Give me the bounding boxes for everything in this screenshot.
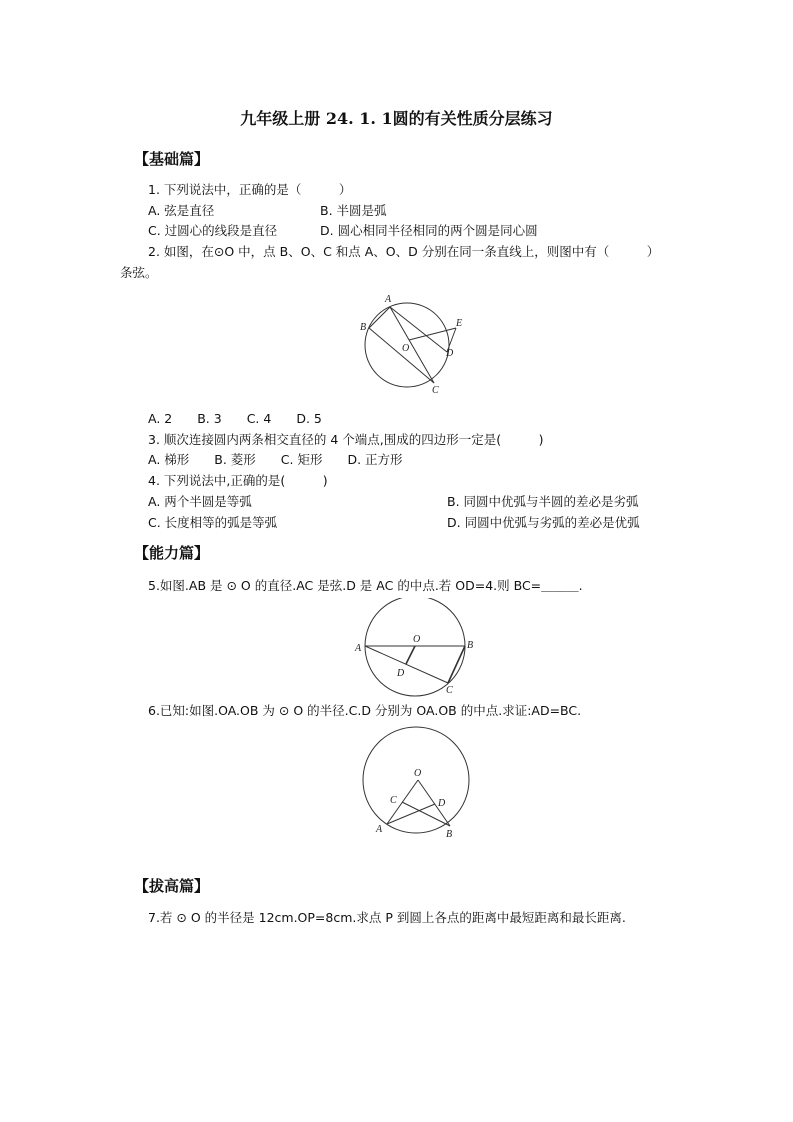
q5-label-o: O	[413, 634, 421, 645]
q2-figure	[352, 290, 476, 398]
q1-option-a: A. 弦是直径	[148, 203, 215, 218]
q6-label-b: B	[446, 829, 453, 840]
q7-stem: 7.若 ⊙ O 的半径是 12cm.OP=8cm.求点 P 到圆上各点的距离中最短距离和最长距离.	[148, 910, 626, 925]
q5-label-b: B	[467, 640, 474, 651]
q4-option-d: D. 同圆中优弧与劣弧的差必是优弧	[447, 515, 640, 530]
q4-stem: 4. 下列说法中,正确的是( )	[148, 473, 328, 488]
q2-chord-ab	[369, 307, 390, 328]
q2-stem-line1: 2. 如图，在⊙O 中，点 B、O、C 和点 A、O、D 分别在同一条直线上，则图中有（ ）	[148, 244, 660, 259]
section-advanced-heading: 【拔高篇】	[134, 877, 210, 895]
q6-label-o: O	[414, 768, 422, 779]
q6-circle	[363, 727, 469, 833]
q2-stem-line2: 条弦。	[120, 265, 158, 280]
q4-option-c: C. 长度相等的弧是等弧	[148, 515, 278, 530]
q5-chord-ac	[365, 646, 448, 683]
q5-chord-bc	[448, 646, 465, 683]
section-basic-heading: 【基础篇】	[134, 150, 210, 168]
q5-figure	[350, 598, 480, 698]
q2-label-b: B	[360, 322, 367, 333]
q5-segment-od	[406, 646, 415, 664]
q1-stem: 1. 下列说法中，正确的是（ ）	[148, 182, 352, 197]
q2-label-e: E	[456, 318, 463, 329]
q5-label-a: A	[355, 643, 362, 654]
q3-options: A. 梯形 B. 菱形 C. 矩形 D. 正方形	[148, 452, 403, 467]
q2-label-o: O	[402, 343, 410, 354]
q2-label-c: C	[432, 385, 439, 396]
q6-label-a: A	[376, 824, 383, 835]
q6-figure	[352, 722, 480, 844]
q5-label-d: D	[397, 668, 405, 679]
q2-diameter-ad	[390, 307, 447, 352]
q1-option-d: D. 圆心相同半径相同的两个圆是同心圆	[320, 223, 538, 238]
q4-option-a: A. 两个半圆是等弧	[148, 494, 252, 509]
q6-label-d: D	[438, 798, 446, 809]
q6-label-c: C	[390, 795, 397, 806]
q5-label-c: C	[446, 685, 453, 696]
q5-stem: 5.如图.AB 是 ⊙ O 的直径.AC 是弦.D 是 AC 的中点.若 OD=4.则 BC=＿＿＿.	[148, 578, 583, 593]
q6-stem: 6.已知:如图.OA.OB 为 ⊙ O 的半径.C.D 分别为 OA.OB 的中点.求证:AD=BC.	[148, 703, 582, 718]
q2-label-d: D	[446, 348, 454, 359]
q2-options: A. 2 B. 3 C. 4 D. 5	[148, 411, 322, 426]
section-ability-heading: 【能力篇】	[134, 544, 210, 562]
q1-option-b: B. 半圆是弧	[320, 203, 387, 218]
q2-label-a: A	[385, 294, 392, 305]
q1-option-c: C. 过圆心的线段是直径	[148, 223, 278, 238]
page-title: 九年级上册 24. 1. 1圆的有关性质分层练习	[240, 109, 553, 128]
q4-option-b: B. 同圆中优弧与半圆的差必是劣弧	[447, 494, 639, 509]
q3-stem: 3. 顺次连接圆内两条相交直径的 4 个端点,围成的四边形一定是( )	[148, 432, 544, 447]
q2-chord-ac	[390, 307, 434, 383]
